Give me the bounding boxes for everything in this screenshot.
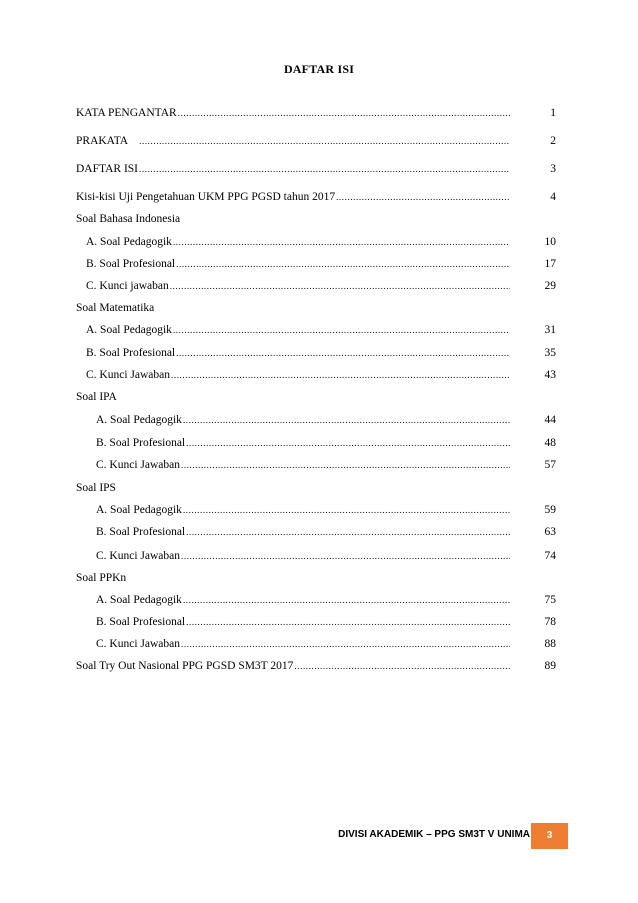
toc-entry-label: B. Soal Profesional bbox=[86, 258, 176, 270]
page-title: DAFTAR ISI bbox=[283, 62, 355, 76]
toc-entry-page: 74 bbox=[544, 550, 556, 562]
section-heading-ppkn: Soal PPKn bbox=[76, 572, 127, 584]
toc-entry-ipa-profesional[interactable] bbox=[96, 435, 556, 451]
dot-leader bbox=[173, 322, 510, 338]
page-number-badge: 3 bbox=[531, 823, 568, 849]
toc-entry-label: PRAKATA bbox=[76, 135, 129, 147]
toc-entry-ips-kunci[interactable] bbox=[96, 548, 556, 564]
toc-entry-page: 35 bbox=[544, 347, 556, 359]
toc-entry-ipa-kunci[interactable] bbox=[96, 457, 556, 473]
toc-entry-kata-pengantar[interactable] bbox=[76, 105, 556, 121]
dot-leader bbox=[183, 592, 510, 608]
dot-leader bbox=[178, 105, 510, 121]
toc-entry-page: 1 bbox=[550, 107, 556, 119]
toc-entry-label: B. Soal Profesional bbox=[96, 616, 186, 628]
toc-entry-page: 44 bbox=[544, 414, 556, 426]
toc-entry-label: Soal Try Out Nasional PPG PGSD SM3T 2017 bbox=[76, 660, 294, 672]
dot-leader bbox=[139, 133, 510, 149]
toc-entry-matematika-kunci[interactable] bbox=[86, 367, 556, 383]
toc-entry-page: 48 bbox=[544, 437, 556, 449]
toc-entry-try-out[interactable] bbox=[76, 658, 556, 674]
toc-entry-label: DAFTAR ISI bbox=[76, 163, 139, 175]
toc-entry-label: Kisi-kisi Uji Pengetahuan UKM PPG PGSD tahun 2017 bbox=[76, 191, 336, 203]
dot-leader bbox=[170, 278, 510, 294]
dot-leader bbox=[186, 524, 510, 540]
toc-entry-page: 63 bbox=[544, 526, 556, 538]
toc-entry-page: 3 bbox=[550, 163, 556, 175]
section-heading-bahasa-indonesia: Soal Bahasa Indonesia bbox=[76, 213, 181, 225]
section-heading-matematika: Soal Matematika bbox=[76, 302, 155, 314]
dot-leader bbox=[181, 457, 510, 473]
toc-entry-page: 89 bbox=[544, 660, 556, 672]
dot-leader bbox=[294, 658, 510, 674]
dot-leader bbox=[183, 412, 510, 428]
toc-entry-page: 2 bbox=[550, 135, 556, 147]
dot-leader bbox=[336, 189, 510, 205]
toc-entry-page: 57 bbox=[544, 459, 556, 471]
toc-entry-label: KATA PENGANTAR bbox=[76, 107, 177, 119]
toc-entry-page: 59 bbox=[544, 504, 556, 516]
toc-entry-page: 43 bbox=[544, 369, 556, 381]
toc-entry-page: 29 bbox=[544, 280, 556, 292]
toc-entry-label: A. Soal Pedagogik bbox=[96, 504, 182, 516]
toc-entry-daftar-isi[interactable] bbox=[76, 161, 556, 177]
toc-entry-label: C. Kunci Jawaban bbox=[96, 459, 180, 471]
toc-entry-ppkn-profesional[interactable] bbox=[96, 614, 556, 630]
dot-leader bbox=[173, 234, 510, 250]
toc-entry-prakata[interactable] bbox=[76, 133, 556, 149]
section-heading-ipa: Soal IPA bbox=[76, 391, 117, 403]
section-heading-ips: Soal IPS bbox=[76, 482, 116, 494]
toc-entry-label: C. Kunci Jawaban bbox=[96, 550, 180, 562]
toc-entry-ppkn-pedagogik[interactable] bbox=[96, 592, 556, 608]
toc-entry-page: 17 bbox=[544, 258, 556, 270]
toc-entry-ips-profesional[interactable] bbox=[96, 524, 556, 540]
toc-entry-bahasa-indonesia-kunci[interactable] bbox=[86, 278, 556, 294]
toc-entry-label: B. Soal Profesional bbox=[96, 437, 186, 449]
toc-entry-page: 10 bbox=[544, 236, 556, 248]
toc-entry-label: C. Kunci Jawaban bbox=[86, 369, 170, 381]
toc-entry-bahasa-indonesia-profesional[interactable] bbox=[86, 256, 556, 272]
dot-leader bbox=[176, 345, 510, 361]
page-footer bbox=[0, 823, 638, 849]
toc-entry-label: C. Kunci jawaban bbox=[86, 280, 169, 292]
dot-leader bbox=[186, 614, 510, 630]
toc-entry-label: C. Kunci Jawaban bbox=[96, 638, 180, 650]
dot-leader bbox=[181, 636, 510, 652]
toc-entry-ips-pedagogik[interactable] bbox=[96, 502, 556, 518]
toc-entry-page: 78 bbox=[544, 616, 556, 628]
toc-entry-label: B. Soal Profesional bbox=[86, 347, 176, 359]
toc-entry-label: B. Soal Profesional bbox=[96, 526, 186, 538]
toc-entry-label: A. Soal Pedagogik bbox=[86, 324, 172, 336]
toc-entry-page: 31 bbox=[544, 324, 556, 336]
toc-entry-ipa-pedagogik[interactable] bbox=[96, 412, 556, 428]
dot-leader bbox=[139, 161, 510, 177]
dot-leader bbox=[171, 367, 510, 383]
footer-text: DIVISI AKADEMIK – PPG SM3T V UNIMA bbox=[338, 829, 530, 840]
dot-leader bbox=[176, 256, 510, 272]
toc-entry-page: 88 bbox=[544, 638, 556, 650]
dot-leader bbox=[183, 502, 510, 518]
toc-entry-label: A. Soal Pedagogik bbox=[86, 236, 172, 248]
toc-entry-bahasa-indonesia-pedagogik[interactable] bbox=[86, 234, 556, 250]
toc-entry-page: 75 bbox=[544, 594, 556, 606]
toc-entry-matematika-profesional[interactable] bbox=[86, 345, 556, 361]
toc-entry-kisi-kisi[interactable] bbox=[76, 189, 556, 205]
toc-entry-ppkn-kunci[interactable] bbox=[96, 636, 556, 652]
toc-entry-label: A. Soal Pedagogik bbox=[96, 594, 182, 606]
dot-leader bbox=[186, 435, 510, 451]
toc-entry-matematika-pedagogik[interactable] bbox=[86, 322, 556, 338]
toc-entry-label: A. Soal Pedagogik bbox=[96, 414, 182, 426]
dot-leader bbox=[181, 548, 510, 564]
toc-entry-page: 4 bbox=[550, 191, 556, 203]
